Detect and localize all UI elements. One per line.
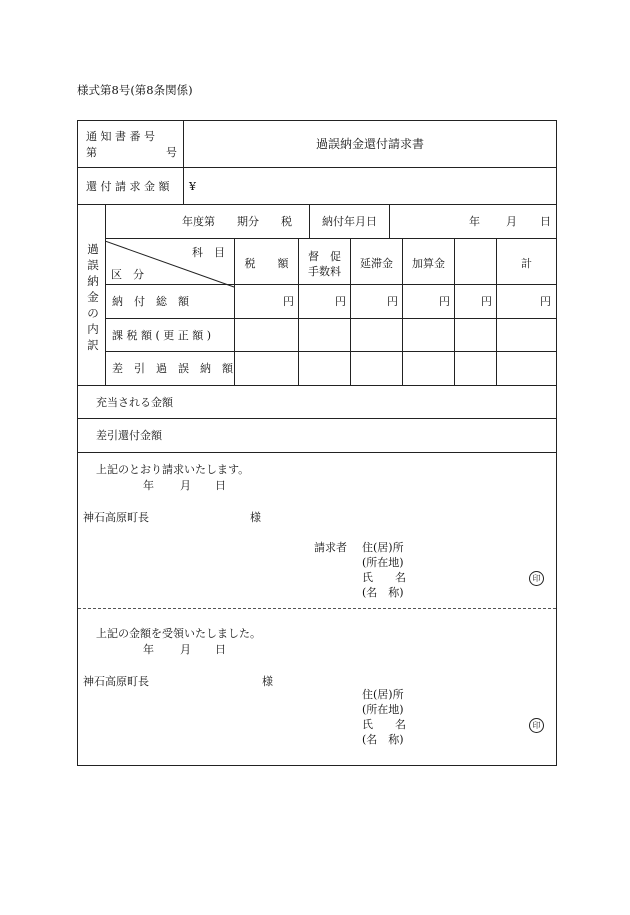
rule	[78, 452, 556, 453]
rule	[183, 121, 184, 204]
col-reminder-fee-2: 手数料	[308, 265, 341, 278]
yen-sign: ¥	[189, 180, 196, 193]
receipt-name-sub: (名 称)	[362, 733, 404, 746]
item-label: 科 目	[192, 246, 225, 259]
receipt-date-day: 日	[215, 643, 226, 656]
rule	[78, 418, 556, 419]
yen-unit: 円	[439, 295, 450, 308]
refund-amount-label: 還 付 請 求 金 額	[86, 180, 170, 193]
yen-unit: 円	[335, 295, 346, 308]
receipt-seal: 印	[529, 718, 544, 733]
tax-year-text: 年度第 期分 税	[182, 215, 292, 228]
yen-unit: 円	[283, 295, 294, 308]
rule	[105, 238, 556, 239]
receipt-statement: 上記の金額を受領いたしました。	[96, 627, 261, 640]
date-month: 月	[506, 215, 517, 228]
notice-number-suffix: 号	[166, 146, 177, 159]
breakdown-side-label: 過誤納金の内訳	[87, 242, 99, 352]
request-seal: 印	[529, 571, 544, 586]
rule	[78, 167, 556, 168]
yen-unit: 円	[540, 295, 551, 308]
yen-unit: 円	[481, 295, 492, 308]
receipt-honorific: 様	[262, 675, 273, 688]
col-additional: 加算金	[412, 257, 445, 270]
receipt-address-sub: (所在地)	[362, 703, 404, 716]
receipt-address-label: 住(居)所	[362, 688, 404, 701]
col-reminder-fee-1: 督 促	[308, 250, 341, 263]
receipt-addressee: 神石高原町長	[83, 675, 149, 688]
col-total: 計	[521, 257, 532, 270]
rule	[389, 204, 390, 238]
form-caption: 様式第8号(第8条関係)	[77, 83, 193, 97]
rule	[454, 238, 455, 385]
request-addressee: 神石高原町長	[83, 511, 149, 524]
rule	[78, 385, 556, 386]
request-date-day: 日	[215, 479, 226, 492]
request-address-label: 住(居)所	[362, 541, 404, 554]
request-address-sub: (所在地)	[362, 556, 404, 569]
notice-number-prefix: 第	[86, 146, 97, 159]
form-title: 過誤納金還付請求書	[315, 137, 424, 151]
applied-amount-label: 充当される金額	[96, 396, 173, 409]
request-statement: 上記のとおり請求いたします。	[96, 463, 250, 476]
col-delinquency: 延滞金	[360, 257, 393, 270]
request-date-month: 月	[180, 479, 191, 492]
yen-unit: 円	[387, 295, 398, 308]
rule	[78, 204, 556, 205]
rule	[105, 318, 556, 319]
row-assessed: 課 税 額 ( 更 正 額 )	[112, 329, 212, 342]
receipt-date-year: 年	[143, 643, 154, 656]
refund-request-form	[77, 120, 557, 766]
rule	[105, 204, 106, 385]
row-overpaid: 差 引 過 誤 納 額	[112, 362, 233, 375]
claimant-label: 請求者	[314, 541, 347, 554]
rule	[105, 351, 556, 352]
col-tax: 税 額	[244, 257, 289, 270]
cut-line	[78, 608, 556, 609]
notice-number-label: 通 知 書 番 号	[86, 130, 155, 143]
category-label: 区 分	[111, 268, 144, 281]
receipt-name-label: 氏 名	[362, 718, 406, 731]
payment-date-label: 納付年月日	[322, 215, 377, 228]
row-paid-total: 納 付 総 額	[112, 295, 189, 308]
request-date-year: 年	[143, 479, 154, 492]
net-refund-label: 差引還付金額	[96, 429, 162, 442]
date-day: 日	[540, 215, 551, 228]
request-honorific: 様	[250, 511, 261, 524]
request-name-sub: (名 称)	[362, 586, 404, 599]
date-year: 年	[469, 215, 480, 228]
request-name-label: 氏 名	[362, 571, 406, 584]
receipt-date-month: 月	[180, 643, 191, 656]
